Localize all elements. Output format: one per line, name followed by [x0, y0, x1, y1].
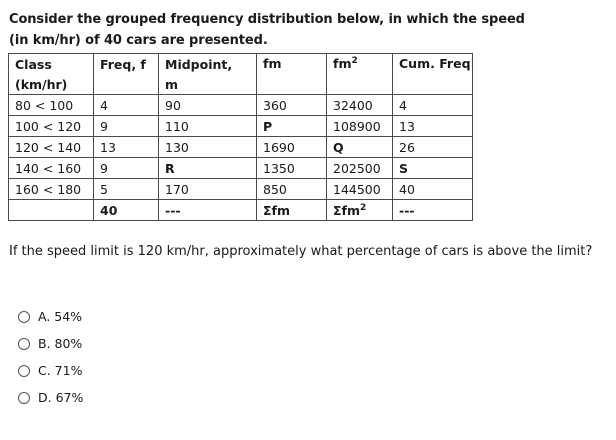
option-b[interactable]: [18, 330, 83, 357]
cell-fm: 1350: [257, 158, 327, 179]
header-cum-freq: Cum. Freq: [393, 54, 473, 95]
cell-cum: S: [393, 158, 473, 179]
cell-fm: 1690: [257, 137, 327, 158]
table-totals-row: [9, 200, 473, 221]
cell-mid: 170: [159, 179, 257, 200]
question-header: [9, 9, 569, 51]
cell-fm2: 202500: [327, 158, 393, 179]
cell-class: 140 < 160: [9, 158, 94, 179]
question-header-line2: (in km/hr) of 40 cars are presented.: [9, 33, 268, 48]
header-midpoint: Midpoint,: [159, 54, 257, 75]
total-fm2-sup: 2: [360, 202, 367, 213]
header-fm2: [327, 54, 393, 95]
cell-cum: 13: [393, 116, 473, 137]
cell-class: 80 < 100: [9, 95, 94, 116]
cell-fm2: Q: [327, 137, 393, 158]
total-mid: ---: [159, 200, 257, 221]
table-row: [9, 179, 473, 200]
table-row: [9, 95, 473, 116]
answer-options: [18, 303, 83, 411]
header-fm2-sup: 2: [351, 55, 358, 66]
header-fm2-base: fm: [333, 56, 352, 71]
question-prompt: If the speed limit is 120 km/hr, approximately what percentage of cars is above the limit?: [9, 244, 593, 259]
cell-fm: P: [257, 116, 327, 137]
header-class: Class: [9, 54, 94, 75]
question-header-line1: Consider the grouped frequency distribution below, in which the speed: [9, 12, 525, 27]
header-freq-blank: [94, 74, 159, 95]
table-row: [9, 137, 473, 158]
cell-mid: 130: [159, 137, 257, 158]
table-row: [9, 116, 473, 137]
header-midpoint-m: m: [159, 74, 257, 95]
cell-freq: 13: [94, 137, 159, 158]
header-freq: Freq, f: [94, 54, 159, 75]
option-a[interactable]: [18, 303, 83, 330]
cell-class: 160 < 180: [9, 179, 94, 200]
cell-fm2: 144500: [327, 179, 393, 200]
header-fm: fm: [257, 54, 327, 95]
table-row: [9, 158, 473, 179]
radio-button-icon[interactable]: [18, 392, 30, 404]
cell-fm: 850: [257, 179, 327, 200]
cell-mid: R: [159, 158, 257, 179]
option-label: A. 54%: [38, 309, 83, 324]
radio-button-icon[interactable]: [18, 365, 30, 377]
total-fm: Σfm: [257, 200, 327, 221]
total-fm2-base: Σfm: [333, 202, 361, 218]
cell-freq: 9: [94, 158, 159, 179]
cell-fm2: 108900: [327, 116, 393, 137]
cell-class: 120 < 140: [9, 137, 94, 158]
total-cum: ---: [393, 200, 473, 221]
cell-class: 100 < 120: [9, 116, 94, 137]
radio-button-icon[interactable]: [18, 338, 30, 350]
cell-freq: 5: [94, 179, 159, 200]
cell-fm2: 32400: [327, 95, 393, 116]
cell-mid: 110: [159, 116, 257, 137]
cell-cum: 4: [393, 95, 473, 116]
cell-cum: 40: [393, 179, 473, 200]
cell-mid: 90: [159, 95, 257, 116]
table-header-row: [9, 54, 473, 75]
option-label: C. 71%: [38, 363, 83, 378]
header-class-unit: (km/hr): [9, 74, 94, 95]
total-freq: 40: [94, 200, 159, 221]
option-label: D. 67%: [38, 390, 84, 405]
option-c[interactable]: [18, 357, 83, 384]
frequency-table: [8, 53, 473, 221]
radio-button-icon[interactable]: [18, 311, 30, 323]
cell-fm: 360: [257, 95, 327, 116]
total-class: [9, 200, 94, 221]
total-fm2: [327, 200, 393, 221]
option-label: B. 80%: [38, 336, 83, 351]
cell-cum: 26: [393, 137, 473, 158]
cell-freq: 4: [94, 95, 159, 116]
option-d[interactable]: [18, 384, 83, 411]
cell-freq: 9: [94, 116, 159, 137]
